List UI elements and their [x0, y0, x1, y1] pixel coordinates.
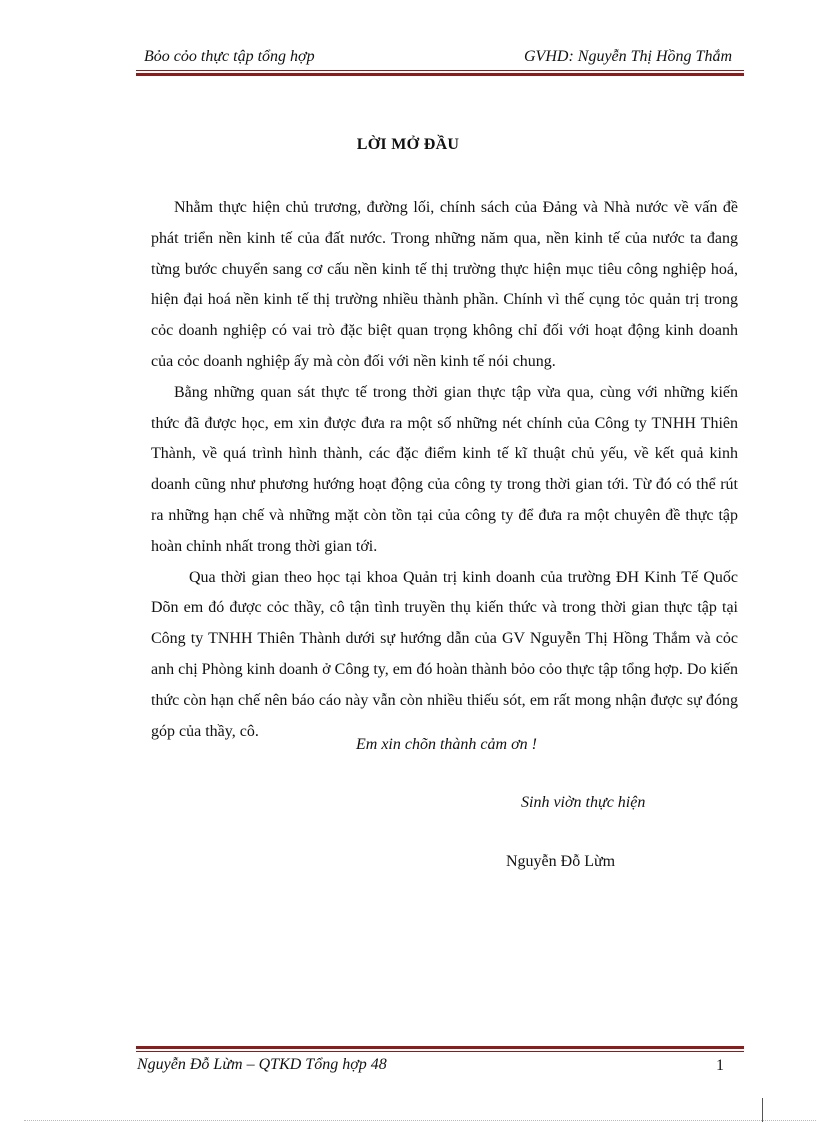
- header-rule-thick: [136, 73, 744, 76]
- closing-role: Sinh viờn thực hiện: [521, 794, 646, 811]
- page-header: [136, 46, 734, 70]
- header-rule-thin: [136, 70, 744, 71]
- paragraph-2: Bằng những quan sát thực tế trong thời gian thực tập vừa qua, cùng với những kiến thức đã được học, em xin được đưa ra một số những nét chính của Công ty TNHH Thiên Thành, về quá trình hình thành, các đặc điểm kinh tế kĩ thuật chủ yếu, về kết quả kinh doanh cũng như phương hướng hoạt động của công ty trong thời gian tới. Từ đó có thể rút ra những hạn chế và những mặt còn tồn tại của công ty để đưa ra một chuyên đề thực tập hoàn chỉnh nhất trong thời gian tới.: [151, 383, 738, 555]
- page-frame-edge: [24, 1120, 816, 1121]
- paragraph-3: Qua thời gian theo học tại khoa Quản trị kinh doanh của trường ĐH Kinh Tế Quốc Dõn em đó được cỏc thầy, cô tận tình truyền thụ kiến thức và trong thời gian thực tập tại Công ty TNHH Thiên Thành dưới sự hướng dẫn của GV Nguyễn Thị Hồng Thắm và cỏc anh chị Phòng kinh doanh ở Công ty, em đó hoàn thành bỏo cỏo thực tập tổng hợp. Do kiến thức còn hạn chế nên báo cáo này vẫn còn nhiều thiếu sót, em rất mong nhận được sự đóng góp của thầy, cô.: [151, 568, 738, 740]
- closing-thanks: Em xin chõn thành cảm ơn !: [356, 736, 537, 753]
- signer-name: Nguyễn Đỗ Lừm: [506, 853, 616, 870]
- footer-page-number: 1: [716, 1057, 724, 1074]
- header-report-title: Bỏo cỏo thực tập tổng hợp: [144, 48, 315, 65]
- header-supervisor: GVHD: Nguyễn Thị Hồng Thắm: [524, 48, 732, 65]
- paragraph-1: Nhằm thực hiện chủ trương, đường lối, chính sách của Đảng và Nhà nước về vấn đề phát triển nền kinh tế của đất nước. Trong những năm qua, nền kinh tế của nước ta đang từng bước chuyển sang cơ cấu nền kinh tế thị trường thực hiện mục tiêu công nghiệp hoá, hiện đại hoá nền kinh tế thị trường nhiều thành phần. Chính vì thế cụng tỏc quản trị trong cỏc doanh nghiệp có vai trò đặc biệt quan trọng không chỉ đối với hoạt động kinh doanh của cỏc doanh nghiệp ấy mà còn đối với nền kinh tế nói chung.: [151, 199, 738, 370]
- page-frame-corner: [762, 1098, 763, 1122]
- footer-rule-thin: [136, 1051, 744, 1052]
- footer-author: Nguyễn Đỗ Lừm – QTKD Tổng hợp 48: [137, 1056, 387, 1073]
- page-title: LỜI MỞ ĐẦU: [356, 136, 460, 153]
- body-text: [151, 193, 738, 747]
- footer-rule-thick: [136, 1046, 744, 1049]
